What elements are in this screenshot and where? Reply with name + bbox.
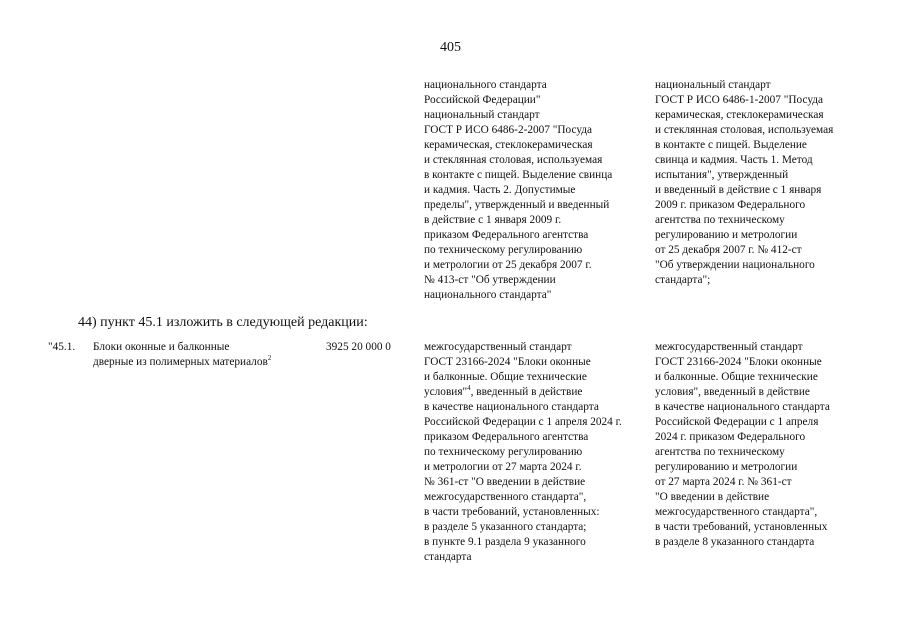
text-line: "О введении в действие — [655, 491, 770, 503]
text-line: и стеклянная столовая, используемая — [655, 124, 834, 136]
text-line: керамическая, стеклокерамическая — [424, 139, 593, 151]
continued-method-column — [655, 78, 833, 288]
text-line: Российской Федерации с 1 апреля — [655, 416, 819, 428]
text-line: и кадмия. Часть 2. Допустимые — [424, 184, 576, 196]
text-line: в разделе 5 указанного стандарта; — [424, 521, 587, 533]
text-line: приказом Федерального агентства — [424, 431, 589, 443]
text-line: и балконные. Общие технические — [655, 371, 818, 383]
row-standard-column — [424, 340, 622, 565]
text-line: межгосударственного стандарта", — [424, 491, 587, 503]
text-line: национального стандарта" — [424, 289, 552, 301]
text-line: по техническому регулированию — [424, 446, 583, 458]
text-line: регулированию и метрологии — [655, 229, 798, 241]
text-line: в части требований, установленных: — [424, 506, 600, 518]
text-line: в качестве национального стандарта — [424, 401, 599, 413]
text-line: национальный стандарт — [655, 79, 771, 91]
text-line: 2024 г. приказом Федерального — [655, 431, 806, 443]
text-line: стандарта — [424, 551, 472, 563]
text-line: и метрологии от 25 декабря 2007 г. — [424, 259, 592, 271]
footnote-marker: 2 — [267, 354, 272, 363]
continued-standard-column — [424, 78, 612, 303]
footnote-marker: 4 — [467, 384, 471, 393]
text-span: дверные из полимерных материалов — [93, 356, 268, 368]
text-line: Российской Федерации" — [424, 94, 541, 106]
text-line: и введенный в действие с 1 января — [655, 184, 822, 196]
text-line: испытания", утвержденный — [655, 169, 789, 181]
text-line: условия", введенный в действие — [655, 386, 810, 398]
row-method-column — [655, 340, 830, 550]
text-line: в разделе 8 указанного стандарта — [655, 536, 815, 548]
text-line: от 25 декабря 2007 г. № 412-ст — [655, 244, 802, 256]
text-line: межгосударственный стандарт — [655, 341, 803, 353]
text-line: № 361-ст "О введении в действие — [424, 476, 586, 488]
text-line: национального стандарта — [424, 79, 547, 91]
product-name — [93, 340, 271, 370]
text-line: № 413-ст "Об утверждении — [424, 274, 556, 286]
text-line: и метрологии от 27 марта 2024 г. — [424, 461, 582, 473]
text-line: и стеклянная столовая, используемая — [424, 154, 603, 166]
text-span: , введенный в действие — [470, 386, 583, 398]
text-line: ГОСТ Р ИСО 6486-1-2007 "Посуда — [655, 94, 824, 106]
text-line: в контакте с пищей. Выделение свинца — [424, 169, 613, 181]
text-line: 2009 г. приказом Федерального — [655, 199, 806, 211]
text-line — [424, 385, 622, 400]
text-line: от 27 марта 2024 г. № 361-ст — [655, 476, 792, 488]
text-line: в качестве национального стандарта — [655, 401, 830, 413]
text-line: в части требований, установленных — [655, 521, 828, 533]
amendment-instruction: 44) пункт 45.1 изложить в следующей редакции: — [78, 315, 368, 330]
text-line: ГОСТ 23166-2024 "Блоки оконные — [655, 356, 822, 368]
text-line: приказом Федерального агентства — [424, 229, 589, 241]
text-line: межгосударственного стандарта", — [655, 506, 818, 518]
text-line: агентства по техническому — [655, 214, 785, 226]
text-line: национальный стандарт — [424, 109, 540, 121]
text-line: и балконные. Общие технические — [424, 371, 587, 383]
text-line: межгосударственный стандарт — [424, 341, 572, 353]
row-number: "45.1. — [48, 341, 76, 353]
text-line: стандарта"; — [655, 274, 711, 286]
text-line: Российской Федерации с 1 апреля 2024 г. — [424, 416, 622, 428]
text-line: агентства по техническому — [655, 446, 785, 458]
text-line: ГОСТ 23166-2024 "Блоки оконные — [424, 356, 591, 368]
text-line: в контакте с пищей. Выделение — [655, 139, 807, 151]
text-line — [93, 355, 271, 370]
text-line: "Об утверждении национального — [655, 259, 815, 271]
text-line: Блоки оконные и балконные — [93, 341, 230, 353]
text-line: в пункте 9.1 раздела 9 указанного — [424, 536, 586, 548]
text-line: пределы", утвержденный и введенный — [424, 199, 610, 211]
text-line: регулированию и метрологии — [655, 461, 798, 473]
text-line: ГОСТ Р ИСО 6486-2-2007 "Посуда — [424, 124, 593, 136]
text-line: свинца и кадмия. Часть 1. Метод — [655, 154, 813, 166]
page-number: 405 — [440, 40, 461, 55]
product-code: 3925 20 000 0 — [326, 341, 391, 353]
text-span: условия" — [424, 386, 468, 398]
text-line: по техническому регулированию — [424, 244, 583, 256]
text-line: в действие с 1 января 2009 г. — [424, 214, 562, 226]
text-line: керамическая, стеклокерамическая — [655, 109, 824, 121]
